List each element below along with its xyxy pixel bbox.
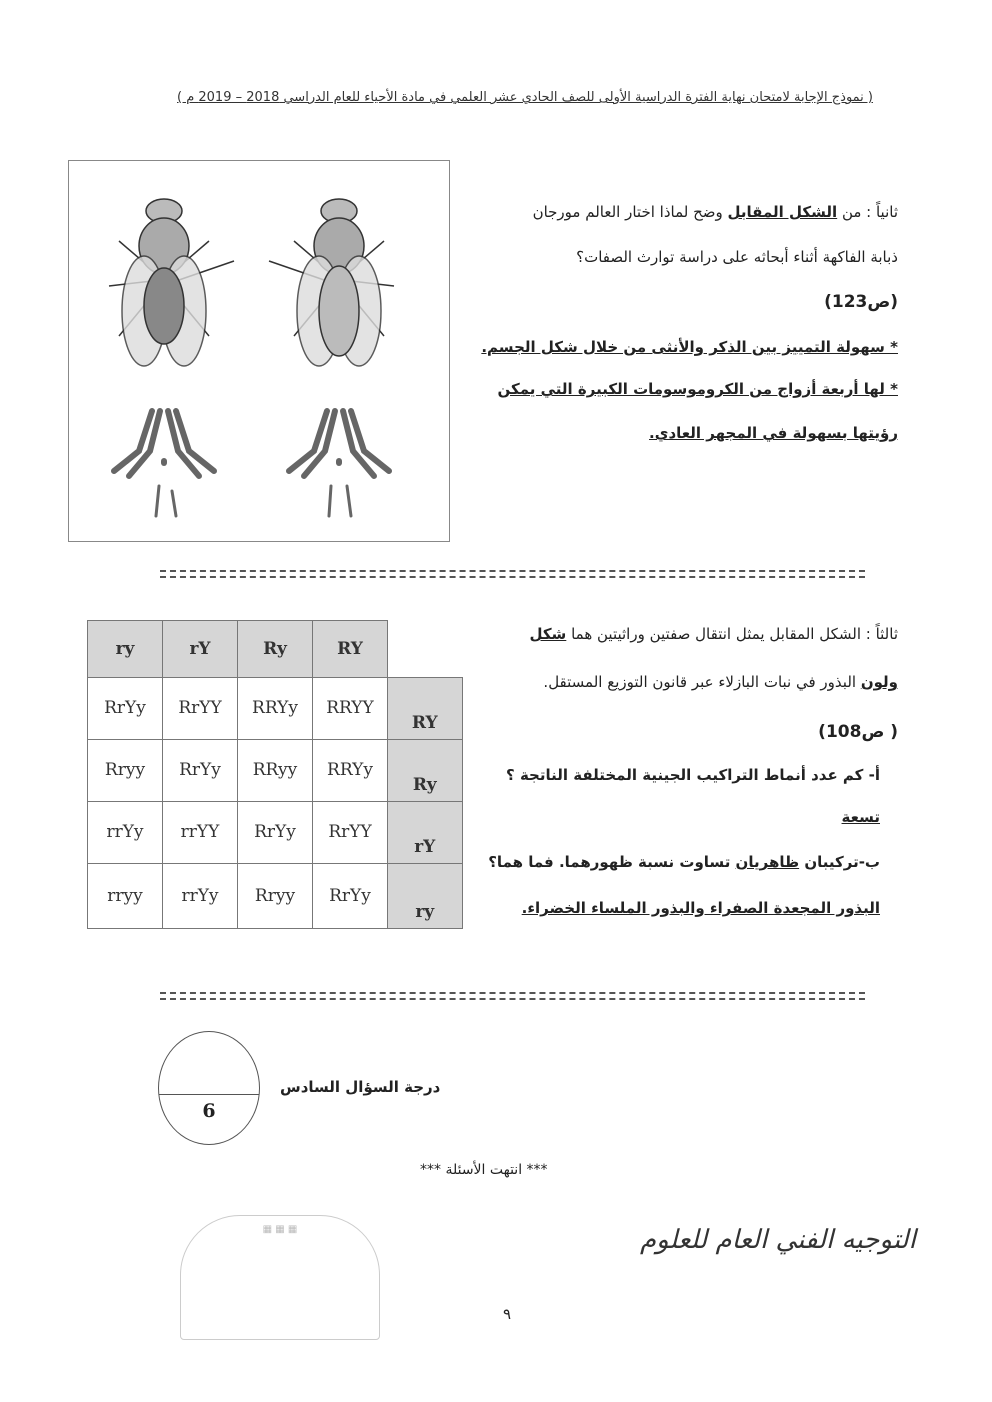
table-header-row <box>88 621 463 678</box>
male-fly-icon <box>109 199 234 366</box>
separator <box>160 992 865 1000</box>
genotype-cell: RrYy <box>238 801 313 863</box>
gamete-header: Ry <box>238 621 313 678</box>
genotype-cell: RrYy <box>313 863 388 928</box>
table-row <box>88 677 463 739</box>
fruit-fly-illustration <box>69 161 449 541</box>
q3-page-ref: ( ص108) <box>818 722 898 742</box>
gamete-header: ry <box>88 621 163 678</box>
q2-answer-2: * لها أربعة أزواج من الكروموسومات الكبيرة التي يمكن <box>497 380 898 398</box>
genotype-cell: RrYY <box>313 801 388 863</box>
male-chromosomes-icon <box>114 411 214 516</box>
page-number: ٩ <box>503 1305 512 1323</box>
page-header: ( نموذج الإجابة لامتحان نهاية الفترة الدراسية الأولى للصف الحادي عشر العلمي في مادة الأحياء للعام الدراسي 2018 – 2019 م ) <box>177 90 873 105</box>
table-row <box>88 739 463 801</box>
gamete-header: RY <box>313 621 388 678</box>
empty-cell <box>388 621 463 678</box>
genotype-cell: RRyy <box>238 739 313 801</box>
q2-page-ref: (ص123) <box>824 292 898 312</box>
gamete-header: rY <box>163 621 238 678</box>
emphasis: شكل <box>529 625 567 643</box>
gamete-side: rY <box>388 801 463 863</box>
score-divider <box>159 1094 259 1095</box>
genotype-cell: RRYy <box>313 739 388 801</box>
q3-line-1: ثالثاً : الشكل المقابل يمثل انتقال صفتين وراثيتين هما شكل <box>529 625 898 643</box>
separator <box>160 570 865 578</box>
table-row <box>88 801 463 863</box>
genotype-cell: rryy <box>88 863 163 928</box>
genotype-cell: RrYy <box>88 677 163 739</box>
q2-line-1: ثانياً : من الشكل المقابل وضح لماذا اختار العالم مورجان <box>532 203 898 221</box>
gamete-side: RY <box>388 677 463 739</box>
genotype-cell: RRYY <box>313 677 388 739</box>
q3-b-question: ب-تركيبان ظاهريان تساوت نسبة ظهورهما. فما هما؟ <box>488 853 880 871</box>
gamete-side: ry <box>388 863 463 928</box>
score-label: درجة السؤال السادس <box>280 1078 441 1096</box>
female-chromosomes-icon <box>289 411 389 516</box>
genotype-cell: Rryy <box>238 863 313 928</box>
q2-line-2: ذبابة الفاكهة أثناء أبحاثه على دراسة توارث الصفات؟ <box>576 248 898 266</box>
signature: التوجيه الفني العام للعلوم <box>640 1225 916 1255</box>
genotype-cell: rrYY <box>163 801 238 863</box>
genotype-cell: Rryy <box>88 739 163 801</box>
stamp-mark: ▦ ▦ ▦ <box>262 1224 298 1235</box>
score-circle <box>158 1031 260 1145</box>
emphasis: ظاهريان <box>735 853 800 871</box>
genotype-cell: RRYy <box>238 677 313 739</box>
genotype-cell: rrYy <box>88 801 163 863</box>
fruit-fly-figure <box>68 160 450 542</box>
genotype-cell: rrYy <box>163 863 238 928</box>
q3-line-2: ولون البذور في نبات البازلاء عبر قانون التوزيع المستقل. <box>543 673 898 691</box>
female-fly-icon <box>269 199 394 366</box>
emphasis: ولون <box>860 673 898 691</box>
table-row <box>88 863 463 928</box>
punnett-square <box>87 620 463 929</box>
q3-b-answer: البذور المجعدة الصفراء والبذور الملساء الخضراء. <box>521 899 880 917</box>
score-value: 6 <box>202 1100 216 1122</box>
q2-answer-1: * سهولة التمييز بين الذكر والأنثى من خلال شكل الجسم. <box>481 338 898 356</box>
emphasis: الشكل المقابل <box>727 203 838 221</box>
genotype-cell: RrYY <box>163 677 238 739</box>
q2-answer-3: رؤيتها بسهولة في المجهر العادي. <box>649 424 898 442</box>
gamete-side: Ry <box>388 739 463 801</box>
official-stamp <box>180 1215 380 1340</box>
genotype-cell: RrYy <box>163 739 238 801</box>
q3-a-question: أ- كم عدد أنماط التراكيب الجينية المختلفة الناتجة ؟ <box>506 766 880 784</box>
q3-a-answer: تسعة <box>841 808 880 826</box>
end-of-questions: *** انتهت الأسئلة *** <box>420 1162 548 1178</box>
